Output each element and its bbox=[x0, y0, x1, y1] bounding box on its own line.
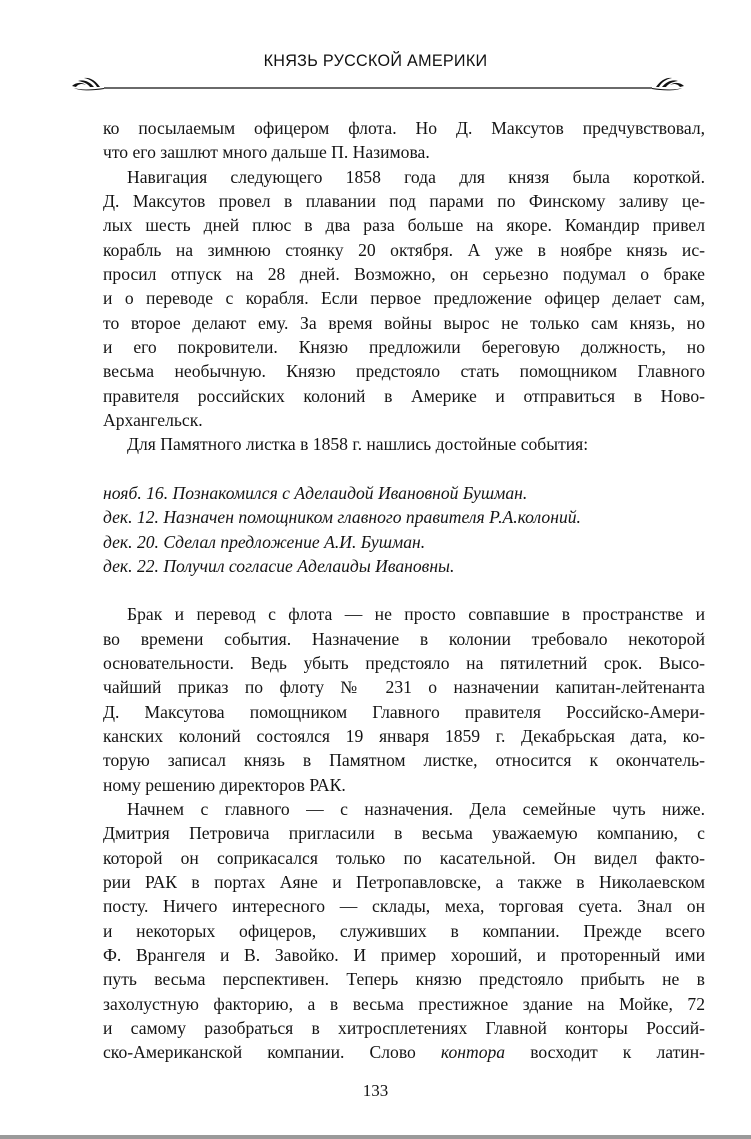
ornamental-rule bbox=[70, 73, 686, 93]
paragraph bbox=[103, 165, 705, 433]
diary-entry: нояб. 16. Познакомился с Аделаидой Ивановной Бушман. bbox=[103, 482, 528, 503]
right-flourish-icon bbox=[652, 78, 684, 91]
paragraph bbox=[103, 432, 705, 456]
text-line: правителя российских колоний в Америке и отправиться в Ново- bbox=[103, 385, 705, 406]
text-line: захолустную факторию, а в весьма престижное здание на Мойке, 72 bbox=[103, 993, 705, 1014]
text-line: корабль на зимнюю стоянку 20 октября. А уже в ноябре князь ис- bbox=[103, 239, 705, 260]
left-flourish-icon bbox=[72, 78, 104, 91]
text-line: и некоторых офицеров, служивших в компании. Прежде всего bbox=[103, 920, 705, 941]
text-line: Начнем с главного — с назначения. Дела семейные чуть ниже. bbox=[127, 798, 705, 819]
page-number: 133 bbox=[362, 1081, 389, 1100]
text-line: и о переводе с корабля. Если первое предложение офицер делает сам, bbox=[103, 288, 705, 309]
text-line: Ф. Врангеля и В. Завойко. И пример хороший, и проторенный ими bbox=[103, 945, 705, 965]
text-line: посту. Ничего интересного — склады, меха, торговая суета. Знал он bbox=[103, 896, 705, 917]
text-line: Дмитрия Петровича пригласили в весьма уважаемую компанию, с bbox=[103, 823, 705, 844]
text-line: Д. Максутов провел в плавании под парами по Финскому заливу це- bbox=[103, 191, 705, 212]
diary-entry: дек. 12. Назначен помощником главного правителя Р.А.колоний. bbox=[103, 507, 581, 528]
text-line: во времени события. Назначение в колонии требовало некоторой bbox=[103, 628, 705, 649]
text-line: Д. Максутова помощником Главного правителя Российско-Амери- bbox=[103, 701, 705, 722]
text-fragment: ско-Американской компании. Слово bbox=[103, 1042, 441, 1063]
paragraph bbox=[103, 797, 705, 1065]
text-line: ко посылаемым офицером флота. Но Д. Максутов предчувствовал, bbox=[103, 118, 705, 138]
text-line: весьма необычную. Князю предстояло стать помощником Главного bbox=[103, 361, 705, 382]
body-text bbox=[103, 116, 705, 1065]
text-line: торую записал князь в Памятном листке, относится к окончатель- bbox=[103, 750, 705, 771]
text-line: рии РАК в портах Аяне и Петропавловске, а также в Николаевском bbox=[103, 871, 705, 892]
page-bottom-edge bbox=[0, 1135, 751, 1139]
text-line: чайший приказ по флоту № 231 о назначении капитан-лейтенанта bbox=[103, 677, 705, 698]
text-line: и самому разобраться в хитросплетениях Главной конторы Россий- bbox=[103, 1018, 705, 1039]
diary-entry: дек. 22. Получил согласие Аделаиды Ивановны. bbox=[103, 555, 455, 576]
text-line: Архангельск. bbox=[103, 410, 203, 431]
text-line: и его покровители. Князю предложили береговую должность, но bbox=[103, 337, 705, 358]
text-line: канских колоний состоялся 19 января 1859 г. Декабрьская дата, ко- bbox=[103, 725, 705, 746]
text-line: Брак и перевод с флота — не просто совпавшие в пространстве и bbox=[127, 604, 705, 625]
emphasized-word: контора bbox=[440, 1042, 506, 1063]
text-line: просил отпуск на 28 дней. Возможно, он серьезно подумал о браке bbox=[103, 264, 705, 285]
text-line: ному решению директоров РАК. bbox=[103, 774, 346, 795]
diary-excerpt bbox=[103, 481, 705, 578]
paragraph bbox=[103, 602, 705, 797]
text-line: что его зашлют много дальше П. Назимова. bbox=[103, 142, 430, 163]
text-line: то второе делают ему. За время войны вырос не только сам князь, но bbox=[103, 312, 705, 333]
diary-entry: дек. 20. Сделал предложение А.И. Бушман. bbox=[103, 531, 426, 552]
text-line bbox=[103, 1040, 705, 1064]
text-line: Для Памятного листка в 1858 г. нашлись достойные события: bbox=[127, 434, 589, 455]
text-line: основательности. Ведь убыть предстояло на пятилетний срок. Высо- bbox=[103, 652, 705, 673]
running-head-title: КНЯЗЬ РУССКОЙ АМЕРИКИ bbox=[263, 51, 488, 70]
text-fragment: восходит к латин- bbox=[505, 1042, 705, 1063]
text-line: путь весьма перспективен. Теперь князю предстояло прибыть не в bbox=[103, 969, 705, 990]
paragraph bbox=[103, 116, 705, 165]
text-line: которой он соприкасался только по касательной. Он видел факто- bbox=[103, 847, 705, 868]
text-line: Навигация следующего 1858 года для князя была короткой. bbox=[127, 166, 705, 187]
text-line: лых шесть дней плюс в два раза больше на якоре. Командир привел bbox=[103, 215, 705, 236]
